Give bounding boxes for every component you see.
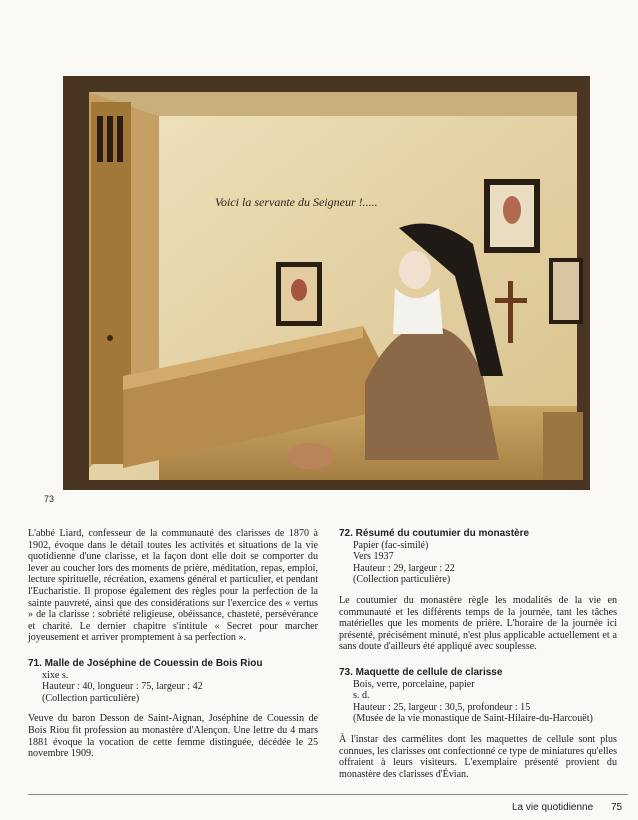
page-number: 75: [611, 802, 623, 813]
footer-section-title: La vie quotidienne: [512, 802, 594, 813]
entry-72-title: 72. Résumé du coutumier du monastère: [339, 528, 530, 539]
entry-72-meta: [353, 540, 617, 586]
entry-71-description: Veuve du baron Desson de Saint-Aignan, Joséphine de Couessin de Bois Riou fit profession au monastère d'Alençon. Une lettre du 4 mars 1881 évoque la vocation de cette femme distinguée, décédée le 25 novembre 1909.: [28, 713, 318, 760]
entry-71-date: xixe s.: [42, 669, 69, 681]
entry-73-date: s. d.: [353, 690, 370, 702]
left-column: [28, 528, 318, 760]
cell-model-illustration: [63, 76, 590, 490]
wall-inscription: Voici la servante du Seigneur !.....: [215, 195, 378, 209]
entry-73-title: 73. Maquette de cellule de clarisse: [339, 666, 503, 678]
entry-73-material: Bois, verre, porcelaine, papier: [353, 678, 475, 690]
intro-paragraph: L'abbé Liard, confesseur de la communauté des clarisses de 1870 à 1902, évoque dans le détail toutes les activités et situations de la vie quotidienne d'une clarisse, et la façon dont elle doit se comporter du lever au coucher lors des moments de prière, méditation, repas, emploi, lecture spirituelle, récréation, examens général et particulier, et pendant l'Eucharistie. Il propose également des règles pour la perfection de la sainte pauvreté, ainsi que des considérations sur l'exercice des « vertus » de la clarisse : sobriété religieuse, obéissance, chasteté, persévérance et charité. Le dernier chapitre s'intitule « Secret pour marcher joyeusement et arriver promptement à sa perfection ».: [28, 528, 318, 644]
figure-photo: [63, 76, 590, 490]
entry-72-material: Papier (fac-similé): [353, 539, 429, 551]
entry-72-description: Le coutumier du monastère règle les modalités de la vie en communauté et les différents temps de la journée, tant les tâches matérielles que les moments de prière. L'horaire de la journée ici présenté, précisément minuté, n'est plus applicable actuellement et a sans doute d'ailleurs été appliqué avec souplesse.: [339, 594, 617, 653]
entry-73-description: À l'instar des carmélites dont les maquettes de cellule sont plus connues, les clarisses ont confectionné ce type de miniatures qu'elles offraient à leurs visiteurs. L'exemplaire présenté provient du monastère des clarisses d'Évian.: [339, 733, 617, 780]
entry-73-collection: (Musée de la vie monastique de Saint-Hilaire-du-Harcouët): [353, 713, 593, 725]
entry-71-collection: (Collection particulière): [42, 692, 140, 704]
figure-number: 73: [44, 494, 55, 504]
entry-71-meta: [42, 670, 318, 705]
right-column: [339, 528, 617, 780]
entry-72-date: Vers 1937: [353, 551, 394, 563]
entry-73-meta: [353, 679, 617, 725]
footer-divider: [28, 794, 628, 795]
entry-72-dimensions: Hauteur : 29, largeur : 22: [353, 562, 455, 574]
entry-73-dimensions: Hauteur : 25, largeur : 30,5, profondeur : 15: [353, 701, 531, 713]
entry-71-dimensions: Hauteur : 40, longueur : 75, largeur : 42: [42, 681, 203, 693]
crucifix: [508, 281, 513, 343]
entry-72-collection: (Collection particulière): [353, 574, 451, 586]
entry-71-title: 71. Malle de Joséphine de Couessin de Bois Riou: [28, 657, 263, 669]
